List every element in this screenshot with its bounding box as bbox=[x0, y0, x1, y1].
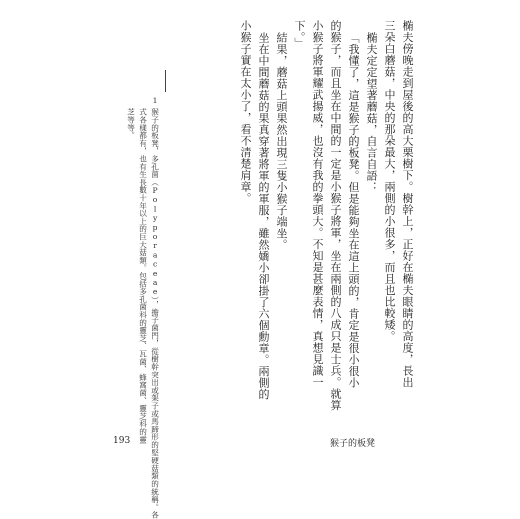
text-line: 椭夫定定望著蘑菇，自言自語： bbox=[365, 32, 378, 193]
text-line: 「我懂了，這是猴子的板凳。但是能夠坐在這上頭的，肯定是很小很小 bbox=[347, 32, 360, 389]
text-line: 小猴子實在太小了，看不清楚肩章。 bbox=[239, 20, 252, 204]
text-line: 的猴子，而且坐在中間的一定是小猴子將軍，坐在兩側的八成只是士兵。就算 bbox=[329, 20, 342, 411]
footnote-marker: 1 bbox=[150, 96, 160, 106]
text-line: 三朵白蘑菇，中央的那朵最大，兩側的小很多，而且也比較矮。 bbox=[383, 20, 396, 342]
footnote-line: 猴子的板凳，多孔菌（Polyporaceae），擔子菌門，從樹幹突出或架子或馬蹄形的堅硬菇類的統稱。各 bbox=[150, 108, 160, 519]
footnote-line: 式各樣都有，也有生長數十年以上的巨大菇類。包括多孔菌科的靈芝、瓦菌、蜂窩菌、靈芝科的靈 bbox=[138, 108, 148, 444]
footnote-divider bbox=[165, 70, 166, 92]
page-number: 193 bbox=[113, 436, 131, 446]
text-line: 椭夫傍晚走到屋後的高大栗樹下。樹幹上，正好在椭夫眼睛的高度，長出 bbox=[401, 20, 414, 388]
footnote-line: 芝等等。 bbox=[126, 108, 136, 140]
text-line: 坐在中間蘑菇的果真穿著將軍的軍服，雖然嬌小卻掛了六個勳章。兩側的 bbox=[257, 32, 270, 400]
text-line: 小猴子將軍耀武揚威，也沒有我的拳頭大。不知是甚麼表情，真想見識一 bbox=[311, 20, 324, 388]
running-head: 猴子的板凳 bbox=[330, 439, 376, 449]
text-line: 下。」 bbox=[293, 20, 306, 49]
text-line: 結果，蘑菇上頭果然出現三隻小猴子端坐。 bbox=[275, 32, 288, 251]
